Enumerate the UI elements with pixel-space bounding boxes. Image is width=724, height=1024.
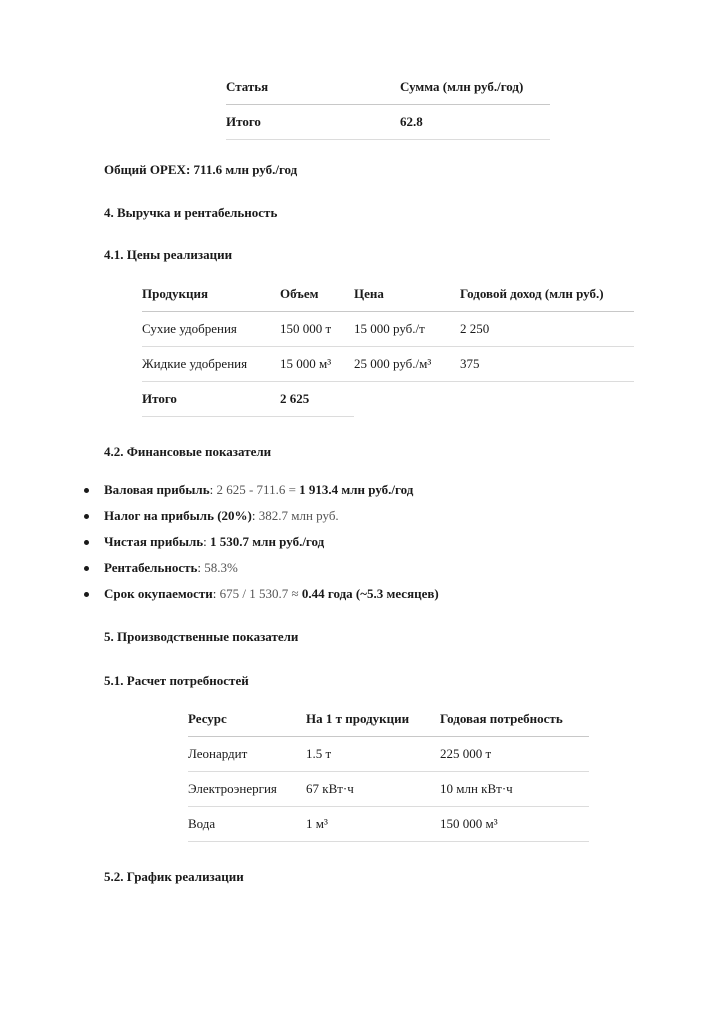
indicator-value: 1 913.4 млн руб./год (299, 482, 414, 497)
table-cell: 62.8 (400, 113, 423, 129)
section-heading: 5. Производственные показатели (104, 629, 299, 644)
table-cell: 1 м³ (306, 815, 328, 831)
subsection-heading: 5.1. Расчет потребностей (104, 673, 249, 688)
list-item: Рентабельность: 58.3% (84, 558, 439, 584)
indicator-label: Валовая прибыль (104, 482, 210, 497)
table-row (188, 736, 589, 771)
section-heading: 4. Выручка и рентабельность (104, 205, 278, 220)
indicator-text: 675 / 1 530.7 ≈ (219, 586, 299, 601)
table-cell: 25 000 руб./м³ (354, 355, 432, 371)
indicator-label: Срок окупаемости (104, 586, 213, 601)
table-header-row (226, 70, 550, 104)
table-header-cell: Статья (226, 78, 269, 94)
indicator-label: Налог на прибыль (20%) (104, 508, 252, 523)
indicator-text: 382.7 млн руб. (258, 508, 339, 523)
table-row (142, 346, 634, 381)
table-header-cell: Объем (280, 285, 319, 301)
indicator-value: 0.44 года (~5.3 месяцев) (301, 586, 439, 601)
table-header-cell: Цена (354, 285, 384, 301)
table-cell: Вода (188, 815, 216, 831)
list-item: Валовая прибыль: 2 625 - 711.6 = 1 913.4 млн руб./год (84, 480, 439, 506)
cost-summary-table (226, 70, 550, 140)
indicator-label: Рентабельность (104, 560, 198, 575)
opex-label: Общий OPEX (104, 162, 186, 177)
indicator-text: 58.3% (204, 560, 238, 575)
table-cell: Итого (142, 381, 280, 416)
table-row (142, 311, 634, 346)
table-header-cell: Годовой доход (млн руб.) (460, 285, 604, 301)
table-total-row (226, 104, 550, 139)
subsection-heading: 5.2. График реализации (104, 869, 244, 884)
table-total-row (142, 381, 634, 416)
table-cell: 10 млн кВт·ч (440, 780, 513, 796)
table-header-cell: Продукция (142, 285, 209, 301)
table-cell: 67 кВт·ч (306, 780, 354, 796)
bullet-icon (84, 488, 89, 493)
table-cell: 375 (460, 355, 480, 371)
bullet-icon (84, 592, 89, 597)
table-header-row (142, 277, 634, 311)
table-cell: 2 625 (280, 381, 354, 416)
table-cell: Леонардит (188, 745, 248, 761)
table-cell: 150 000 т (280, 320, 332, 336)
indicator-label: Чистая прибыль (104, 534, 204, 549)
table-row (188, 771, 589, 806)
table-cell: 15 000 м³ (280, 355, 332, 371)
table-header-cell: На 1 т продукции (306, 710, 410, 726)
table-row (188, 806, 589, 841)
list-item: Налог на прибыль (20%): 382.7 млн руб. (84, 506, 439, 532)
list-item: Чистая прибыль: 1 530.7 млн руб./год (84, 532, 439, 558)
table-header-row (188, 702, 589, 736)
table-cell: Жидкие удобрения (142, 355, 248, 371)
subsection-heading: 4.2. Финансовые показатели (104, 444, 272, 459)
table-header-cell: Годовая потребность (440, 710, 563, 726)
opex-value: 711.6 млн руб./год (193, 162, 298, 177)
table-cell: 150 000 м³ (440, 815, 498, 831)
bullet-icon (84, 566, 89, 571)
table-header-cell: Ресурс (188, 710, 227, 726)
bullet-icon (84, 540, 89, 545)
table-cell: 1.5 т (306, 745, 332, 761)
table-cell: 225 000 т (440, 745, 492, 761)
table-cell: 15 000 руб./т (354, 320, 425, 336)
list-item: Срок окупаемости: 675 / 1 530.7 ≈ 0.44 года (~5.3 месяцев) (84, 584, 439, 610)
table-cell: 2 250 (460, 320, 490, 336)
bullet-icon (84, 514, 89, 519)
table-cell (354, 381, 460, 416)
indicator-text: 2 625 - 711.6 = (216, 482, 296, 497)
table-cell (460, 381, 634, 416)
table-cell: Сухие удобрения (142, 320, 237, 336)
opex-summary: Общий OPEX: 711.6 млн руб./год (104, 162, 298, 177)
subsection-heading: 4.1. Цены реализации (104, 247, 233, 262)
table-header-cell: Сумма (млн руб./год) (400, 78, 524, 94)
indicator-value: 1 530.7 млн руб./год (210, 534, 325, 549)
table-cell: Итого (226, 113, 261, 129)
prices-table (142, 277, 634, 417)
table-cell: Электроэнергия (188, 780, 277, 796)
financial-indicators-list (84, 480, 439, 610)
resource-needs-table (188, 702, 589, 842)
